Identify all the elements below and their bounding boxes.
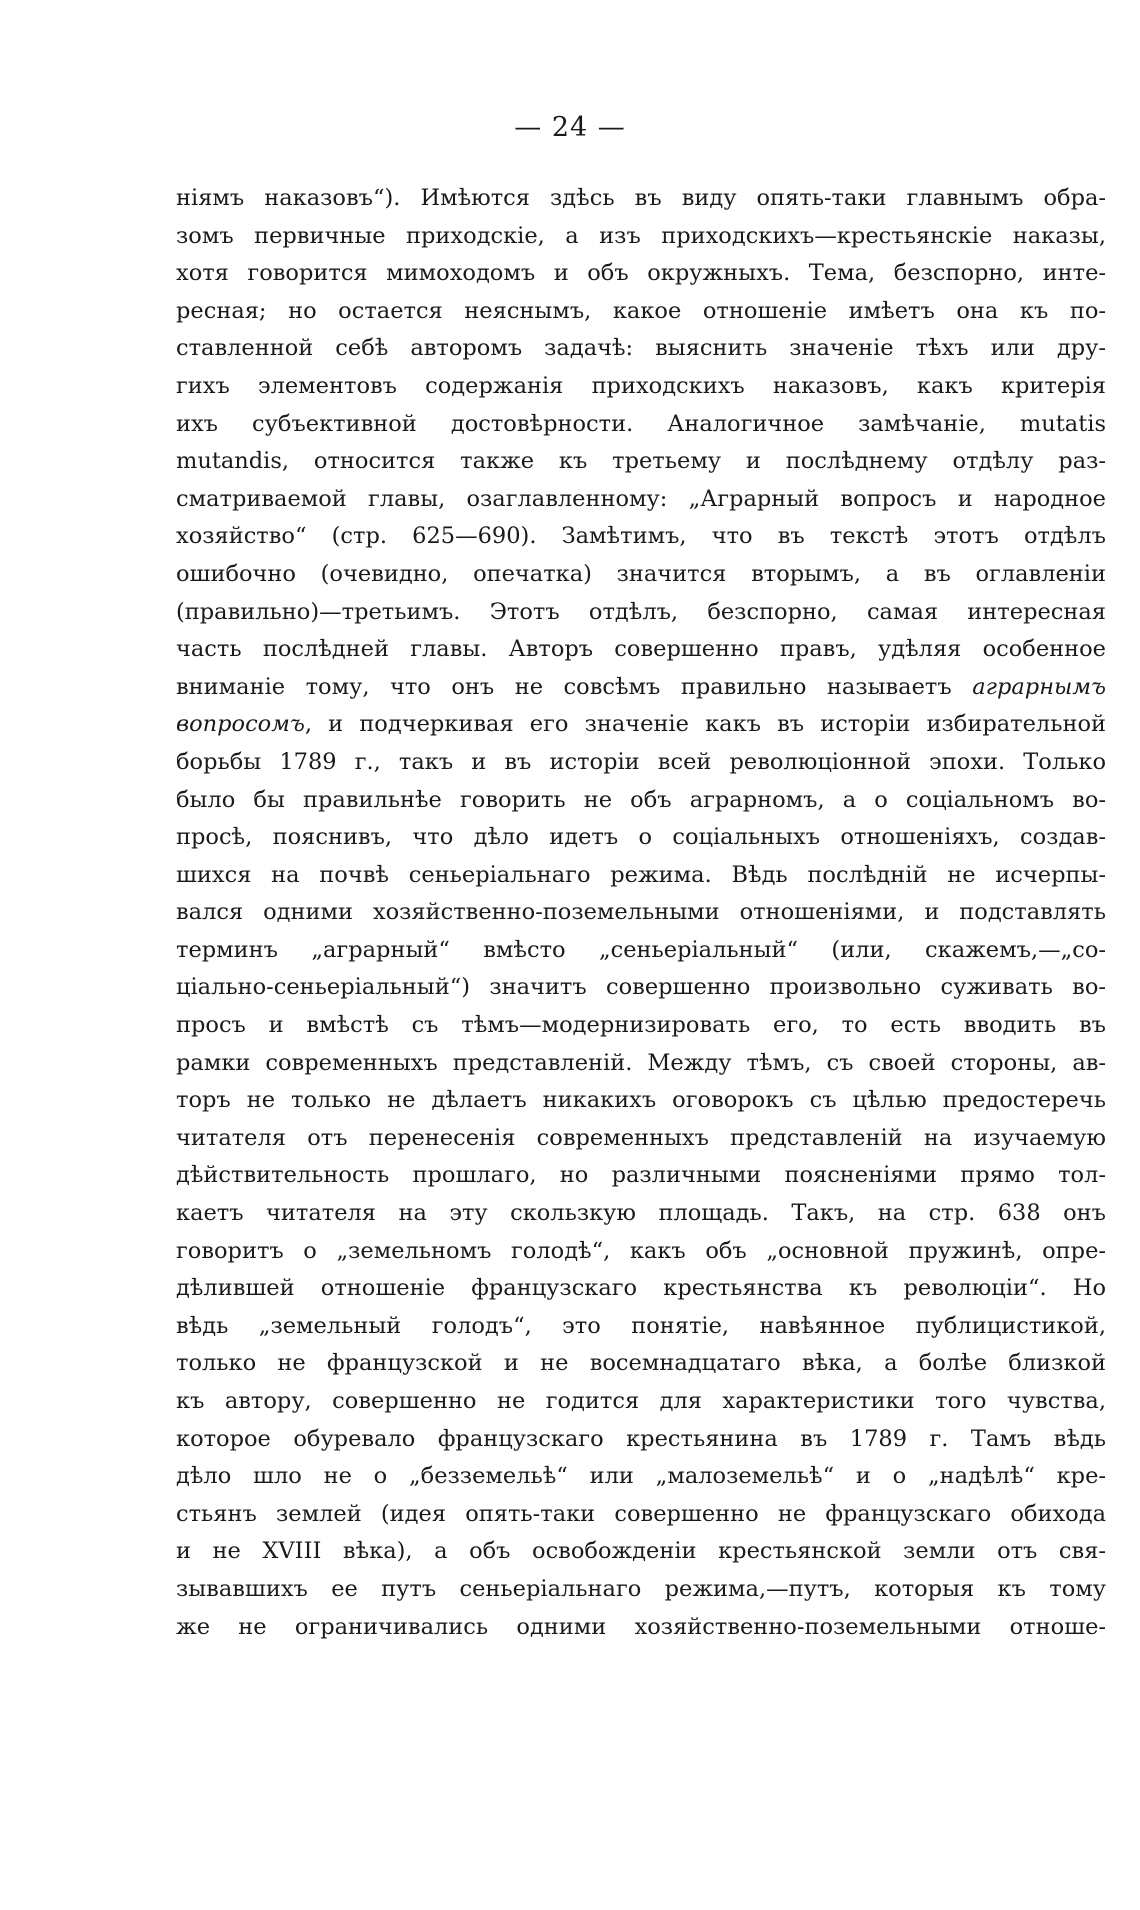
text-line: просъ и вмѣстѣ съ тѣмъ—модернизировать его, то есть вводить въ — [176, 1012, 1106, 1039]
text-line: дѣло шло не о „безземельѣ“ или „малоземельѣ“ и о „надѣлѣ“ кре- — [176, 1463, 1106, 1490]
text-line: ихъ субъективной достовѣрности. Аналогичное замѣчаніе, mutatis — [176, 410, 1106, 437]
text-line: ніямъ наказовъ“). Имѣются здѣсь въ виду опять-таки главнымъ обра- — [176, 185, 1106, 211]
text-line: къ автору, совершенно не годится для характеристики того чувства, — [176, 1388, 1106, 1414]
text-line: рамки современныхъ представленій. Между тѣмъ, съ своей стороны, ав- — [176, 1049, 1106, 1076]
text-line: зывавшихъ ее путъ сеньеріальнаго режима,—путъ, которыя къ тому — [176, 1575, 1106, 1602]
text-line: часть послѣдней главы. Авторъ совершенно правъ, удѣляя особенное — [176, 636, 1106, 663]
text-line: борьбы 1789 г., такъ и въ исторіи всей революціонной эпохи. Только — [176, 748, 1106, 775]
text-line: дѣлившей отношеніе французскаго крестьянства къ революціи“. Но — [176, 1275, 1106, 1302]
text-line: было бы правильнѣе говорить не объ аграрномъ, а о соціальномъ во- — [176, 786, 1106, 813]
text-line: же не ограничивались одними хозяйственно-поземельными отноше- — [176, 1613, 1106, 1640]
body-paragraph — [176, 180, 1106, 1646]
text-line: вался одними хозяйственно-поземельными отношеніями, и подставлять — [176, 899, 1106, 926]
text-line: каетъ читателя на эту скользкую площадь. Такъ, на стр. 638 онъ — [176, 1200, 1106, 1227]
text-line: просѣ, пояснивъ, что дѣло идетъ о соціальныхъ отношеніяхъ, создав- — [176, 824, 1106, 851]
text-line: торъ не только не дѣлаетъ никакихъ оговорокъ съ цѣлью предостеречь — [176, 1087, 1106, 1114]
page-number: — 24 — — [514, 112, 626, 143]
italic-term: аграрнымъ — [972, 673, 1106, 700]
text-line: которое обуревало французскаго крестьянина въ 1789 г. Тамъ вѣдь — [176, 1425, 1106, 1452]
text-line: только не французской и не восемнадцатаго вѣка, а болѣе близкой — [176, 1350, 1106, 1377]
text-line-with-italic — [176, 669, 1106, 707]
text-line: дѣйствительность прошлаго, но различными поясненіями прямо тол- — [176, 1162, 1106, 1189]
text-line: зомъ первичные приходскіе, а изъ приходскихъ—крестьянскіе наказы, — [176, 222, 1106, 249]
text-line: ошибочно (очевидно, опечатка) значится вторымъ, а въ оглавленіи — [176, 560, 1106, 587]
text-line: хозяйство“ (стр. 625—690). Замѣтимъ, что въ текстѣ этотъ отдѣлъ — [176, 523, 1106, 550]
text-line: ресная; но остается неяснымъ, какое отношеніе имѣетъ она къ по- — [176, 297, 1106, 324]
text-line: гихъ элементовъ содержанія приходскихъ наказовъ, какъ критерія — [176, 372, 1106, 399]
text-line: (правильно)—третьимъ. Этотъ отдѣлъ, безспорно, самая интересная — [176, 598, 1106, 625]
text-line: говоритъ о „земельномъ голодѣ“, какъ объ „основной пружинѣ, опре- — [176, 1237, 1106, 1264]
text-fragment: вниманіе тому, что онъ не совсѣмъ правильно называетъ — [176, 673, 973, 700]
text-line-with-italic — [176, 706, 1106, 744]
text-line: читателя отъ перенесенія современныхъ представленій на изучаемую — [176, 1124, 1106, 1151]
text-line: стьянъ землей (идея опять-таки совершенно не французскаго обихода — [176, 1500, 1106, 1527]
text-line: шихся на почвѣ сеньеріальнаго режима. Вѣдь послѣдній не исчерпы- — [176, 861, 1106, 888]
text-line: хотя говорится мимоходомъ и объ окружныхъ. Тема, безспорно, инте- — [176, 260, 1106, 287]
italic-term: вопросомъ — [176, 711, 305, 738]
text-line: сматриваемой главы, озаглавленному: „Аграрный вопросъ и народное — [176, 485, 1106, 512]
text-line: вѣдь „земельный голодъ“, это понятіе, навѣянное публицистикой, — [176, 1312, 1106, 1339]
text-fragment: , и подчеркивая его значеніе какъ въ исторіи избирательной — [304, 711, 1106, 738]
text-line: ціально-сеньеріальный“) значитъ совершенно произвольно суживать во- — [176, 974, 1106, 1001]
text-line: ставленной себѣ авторомъ задачѣ: выяснить значеніе тѣхъ или дру- — [176, 335, 1106, 362]
text-line: и не XVIII вѣка), а объ освобожденіи крестьянской земли отъ свя- — [176, 1538, 1106, 1565]
text-line: терминъ „аграрный“ вмѣсто „сеньеріальный“ (или, скажемъ,—„со- — [176, 936, 1106, 963]
text-line: mutandis, относится также къ третьему и послѣднему отдѣлу раз- — [176, 448, 1106, 475]
